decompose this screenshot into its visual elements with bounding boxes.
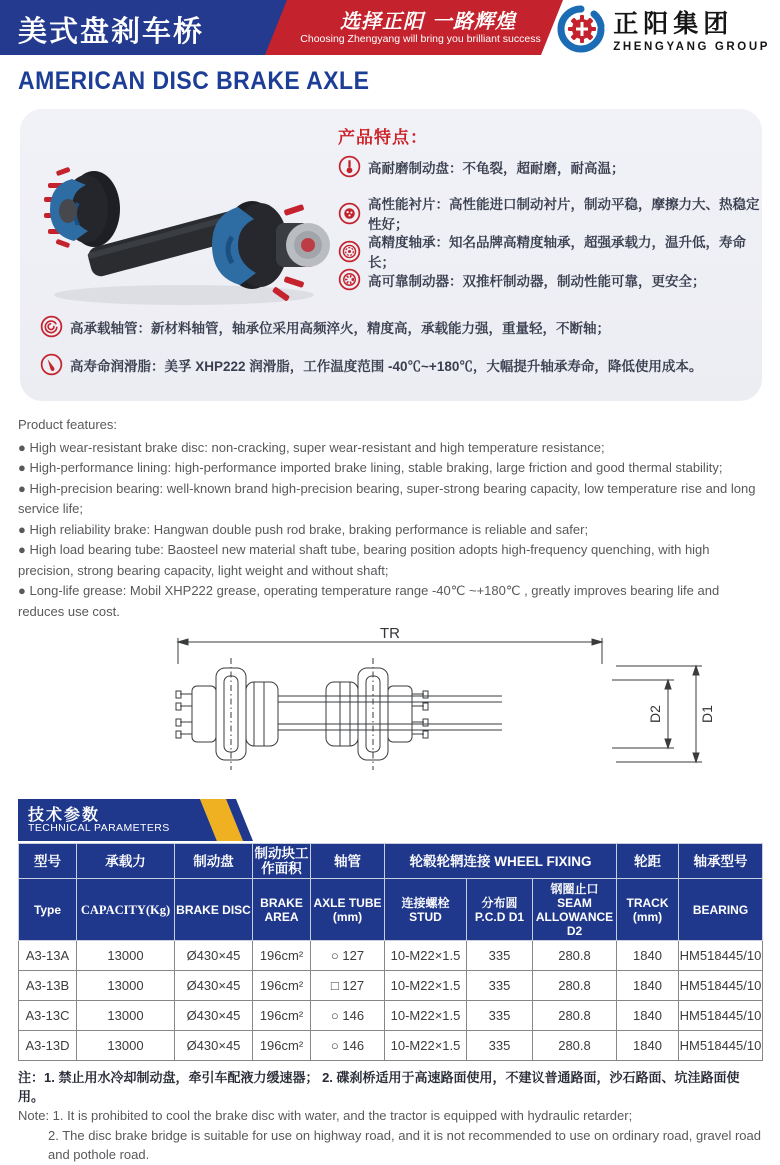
feature-item-brake-disc: [338, 155, 625, 178]
logo-name-en: ZHENGYANG GROUP: [613, 41, 770, 53]
feature-item-lining: [338, 193, 762, 233]
cell-track: 1840: [617, 941, 679, 971]
feature-en-item: ● High load bearing tube: Baosteel new material shaft tube, bearing position adopts high-frequency quenching, with high precision, strong bearing capacity, light weight and without shaft;: [18, 542, 710, 578]
col-pcd: 分布圆 P.C.D D1: [467, 879, 533, 941]
feature-text: 高精度轴承：知名品牌高精度轴承，超强承载力，温升低，寿命长；: [368, 235, 746, 270]
technical-parameters-table: [18, 843, 763, 1061]
feature-item-brake: [338, 268, 706, 291]
note-en-1: Note: 1. It is prohibited to cool the brake disc with water, and the tractor is equipped with hydraulic retarder;: [18, 1108, 633, 1123]
cell-seam: 280.8: [533, 1001, 617, 1031]
logo-mark-icon: [557, 5, 605, 53]
col-type-cn: 型号: [19, 844, 77, 879]
features-cn-heading: 产品特点：: [338, 128, 428, 147]
col-wheel-fixing: 轮毂轮辋连接 WHEEL FIXING: [385, 844, 617, 879]
cell-seam: 280.8: [533, 971, 617, 1001]
cell-type: A3-13C: [19, 1001, 77, 1031]
brake-chamber-icon: [338, 268, 361, 291]
feature-text: 高性能衬片：高性能进口制动衬片，制动平稳，摩擦力大、热稳定性好；: [368, 197, 760, 232]
cell-axle-tube: ○ 146: [311, 1031, 385, 1061]
cell-axle-tube: □ 127: [311, 971, 385, 1001]
feature-item-axle-tube: [40, 315, 610, 338]
banner-slogan-en: Choosing Zhengyang will bring you brilliant success: [300, 33, 541, 45]
col-track-en: TRACK (mm): [617, 879, 679, 941]
badge-title-cn: 技术参数: [28, 807, 101, 824]
cell-capacity: 13000: [77, 1031, 175, 1061]
col-seam-allowance: 钢圈止口 SEAM ALLOWANCE D2: [533, 879, 617, 941]
table-row: [19, 1001, 763, 1031]
col-stud: 连接螺栓 STUD: [385, 879, 467, 941]
cell-stud: 10-M22×1.5: [385, 1001, 467, 1031]
dim-label-d2: D2: [647, 705, 663, 723]
product-features-panel: [20, 109, 762, 401]
page-title: AMERICAN DISC BRAKE AXLE: [18, 67, 370, 95]
cell-type: A3-13B: [19, 971, 77, 1001]
cell-seam: 280.8: [533, 941, 617, 971]
cell-bearing: HM518445/10: [679, 1031, 763, 1061]
col-capacity-cn: 承载力: [77, 844, 175, 879]
cell-bearing: HM518445/10: [679, 1001, 763, 1031]
cell-capacity: 13000: [77, 941, 175, 971]
cell-type: A3-13D: [19, 1031, 77, 1061]
cell-pcd: 335: [467, 1001, 533, 1031]
col-capacity-en: CAPACITY(Kg): [77, 879, 175, 941]
cell-brake-area: 196cm²: [253, 1031, 311, 1061]
cell-bearing: HM518445/10: [679, 941, 763, 971]
cell-stud: 10-M22×1.5: [385, 1031, 467, 1061]
axle-dimension-diagram: [0, 628, 780, 790]
top-banner: [0, 0, 780, 55]
dim-label-d1: D1: [699, 705, 715, 723]
cell-brake-disc: Ø430×45: [175, 1001, 253, 1031]
feature-en-item: ● High-precision bearing: well-known brand high-precision bearing, super-strong bearing capacity, low temperature rise and long service life;: [18, 480, 756, 516]
cell-brake-disc: Ø430×45: [175, 1031, 253, 1061]
cell-type: A3-13A: [19, 941, 77, 971]
features-en-heading: Product features:: [18, 417, 117, 432]
cell-capacity: 13000: [77, 971, 175, 1001]
axle-tube-icon: [40, 315, 63, 338]
feature-text: 高耐磨制动盘：不龟裂，超耐磨，耐高温；: [368, 160, 625, 176]
note-cn: 注：1. 禁止用水冷却制动盘，牵引车配液力缓速器； 2. 碟刹桥适用于高速路面使用，不建议普通路面，沙石路面、坑洼路面使用。: [18, 1070, 740, 1104]
col-axle-tube-cn: 轴管: [311, 844, 385, 879]
cell-brake-area: 196cm²: [253, 941, 311, 971]
cell-pcd: 335: [467, 971, 533, 1001]
brake-pad-icon: [338, 202, 361, 225]
col-axle-tube-en: AXLE TUBE (mm): [311, 879, 385, 941]
bearing-icon: [338, 240, 361, 263]
badge-title-en: TECHNICAL PARAMETERS: [28, 822, 170, 834]
feature-en-item: ● High-performance lining: high-performance imported brake lining, stable braking, large friction and good thermal stability;: [18, 460, 723, 475]
cell-pcd: 335: [467, 941, 533, 971]
feature-en-item: ● High reliability brake: Hangwan double push rod brake, braking performance is reliable and safer;: [18, 521, 589, 537]
cell-brake-disc: Ø430×45: [175, 971, 253, 1001]
col-brake-area-cn: 制动块工作面积: [253, 844, 311, 879]
cell-track: 1840: [617, 1001, 679, 1031]
logo-text: [613, 4, 770, 53]
feature-en-item: ● High wear-resistant brake disc: non-cracking, super wear-resistant and high temperature resistance;: [18, 439, 605, 455]
col-brake-disc-en: BRAKE DISC: [175, 879, 253, 941]
cell-axle-tube: ○ 127: [311, 941, 385, 971]
col-brake-disc-cn: 制动盘: [175, 844, 253, 879]
thermometer-icon: [338, 155, 361, 178]
cell-stud: 10-M22×1.5: [385, 941, 467, 971]
col-track-cn: 轮距: [617, 844, 679, 879]
banner-title-cn: 美式盘刹车桥: [18, 16, 205, 48]
features-en-list: [18, 438, 762, 623]
table-row: [19, 941, 763, 971]
notes-section: [18, 1068, 762, 1165]
cell-brake-disc: Ø430×45: [175, 941, 253, 971]
col-brake-area-en: BRAKE AREA: [253, 879, 311, 941]
cell-brake-area: 196cm²: [253, 971, 311, 1001]
cell-track: 1840: [617, 971, 679, 1001]
col-bearing-en: BEARING: [679, 879, 763, 941]
header-row-en: [19, 879, 763, 941]
feature-item-bearing: [338, 231, 762, 271]
feature-text: 高可靠制动器：双推杆制动器，制动性能可靠，更安全；: [368, 273, 706, 289]
table-row: [19, 971, 763, 1001]
col-type-en: Type: [19, 879, 77, 941]
banner-slogan-cn: 选择正阳 一路辉煌: [340, 9, 516, 33]
logo-name-cn: 正阳集团: [613, 10, 734, 38]
cell-axle-tube: ○ 146: [311, 1001, 385, 1031]
cell-stud: 10-M22×1.5: [385, 971, 467, 1001]
col-bearing-cn: 轴承型号: [679, 844, 763, 879]
note-en-2: 2. The disc brake bridge is suitable for use on highway road, and it is not recommended to use on ordinary road, gravel road and pothole road.: [48, 1127, 762, 1162]
cell-brake-area: 196cm²: [253, 1001, 311, 1031]
grease-icon: [40, 353, 63, 376]
cell-pcd: 335: [467, 1031, 533, 1061]
cell-capacity: 13000: [77, 1001, 175, 1031]
cell-bearing: HM518445/10: [679, 971, 763, 1001]
feature-text: 高寿命润滑脂：美孚 XHP222 润滑脂，工作温度范围 -40℃~+180℃，大幅提升轴承寿命，降低使用成本。: [70, 358, 703, 374]
tech-params-badge: [18, 799, 268, 841]
cell-seam: 280.8: [533, 1031, 617, 1061]
company-logo: [557, 4, 770, 53]
feature-item-grease: [40, 353, 702, 376]
product-photo: [24, 117, 334, 317]
features-en-section: [18, 415, 762, 622]
dim-label-tr: TR: [380, 628, 400, 642]
header-row-cn: [19, 844, 763, 879]
feature-text: 高承载轴管：新材料轴管，轴承位采用高频淬火，精度高，承载能力强，重量轻，不断轴；: [70, 320, 610, 336]
cell-track: 1840: [617, 1031, 679, 1061]
table-row: [19, 1031, 763, 1061]
feature-en-item: ● Long-life grease: Mobil XHP222 grease, operating temperature range -40℃ ~+180℃ , greatly improves bearing life and reduces use cost.: [18, 583, 720, 619]
